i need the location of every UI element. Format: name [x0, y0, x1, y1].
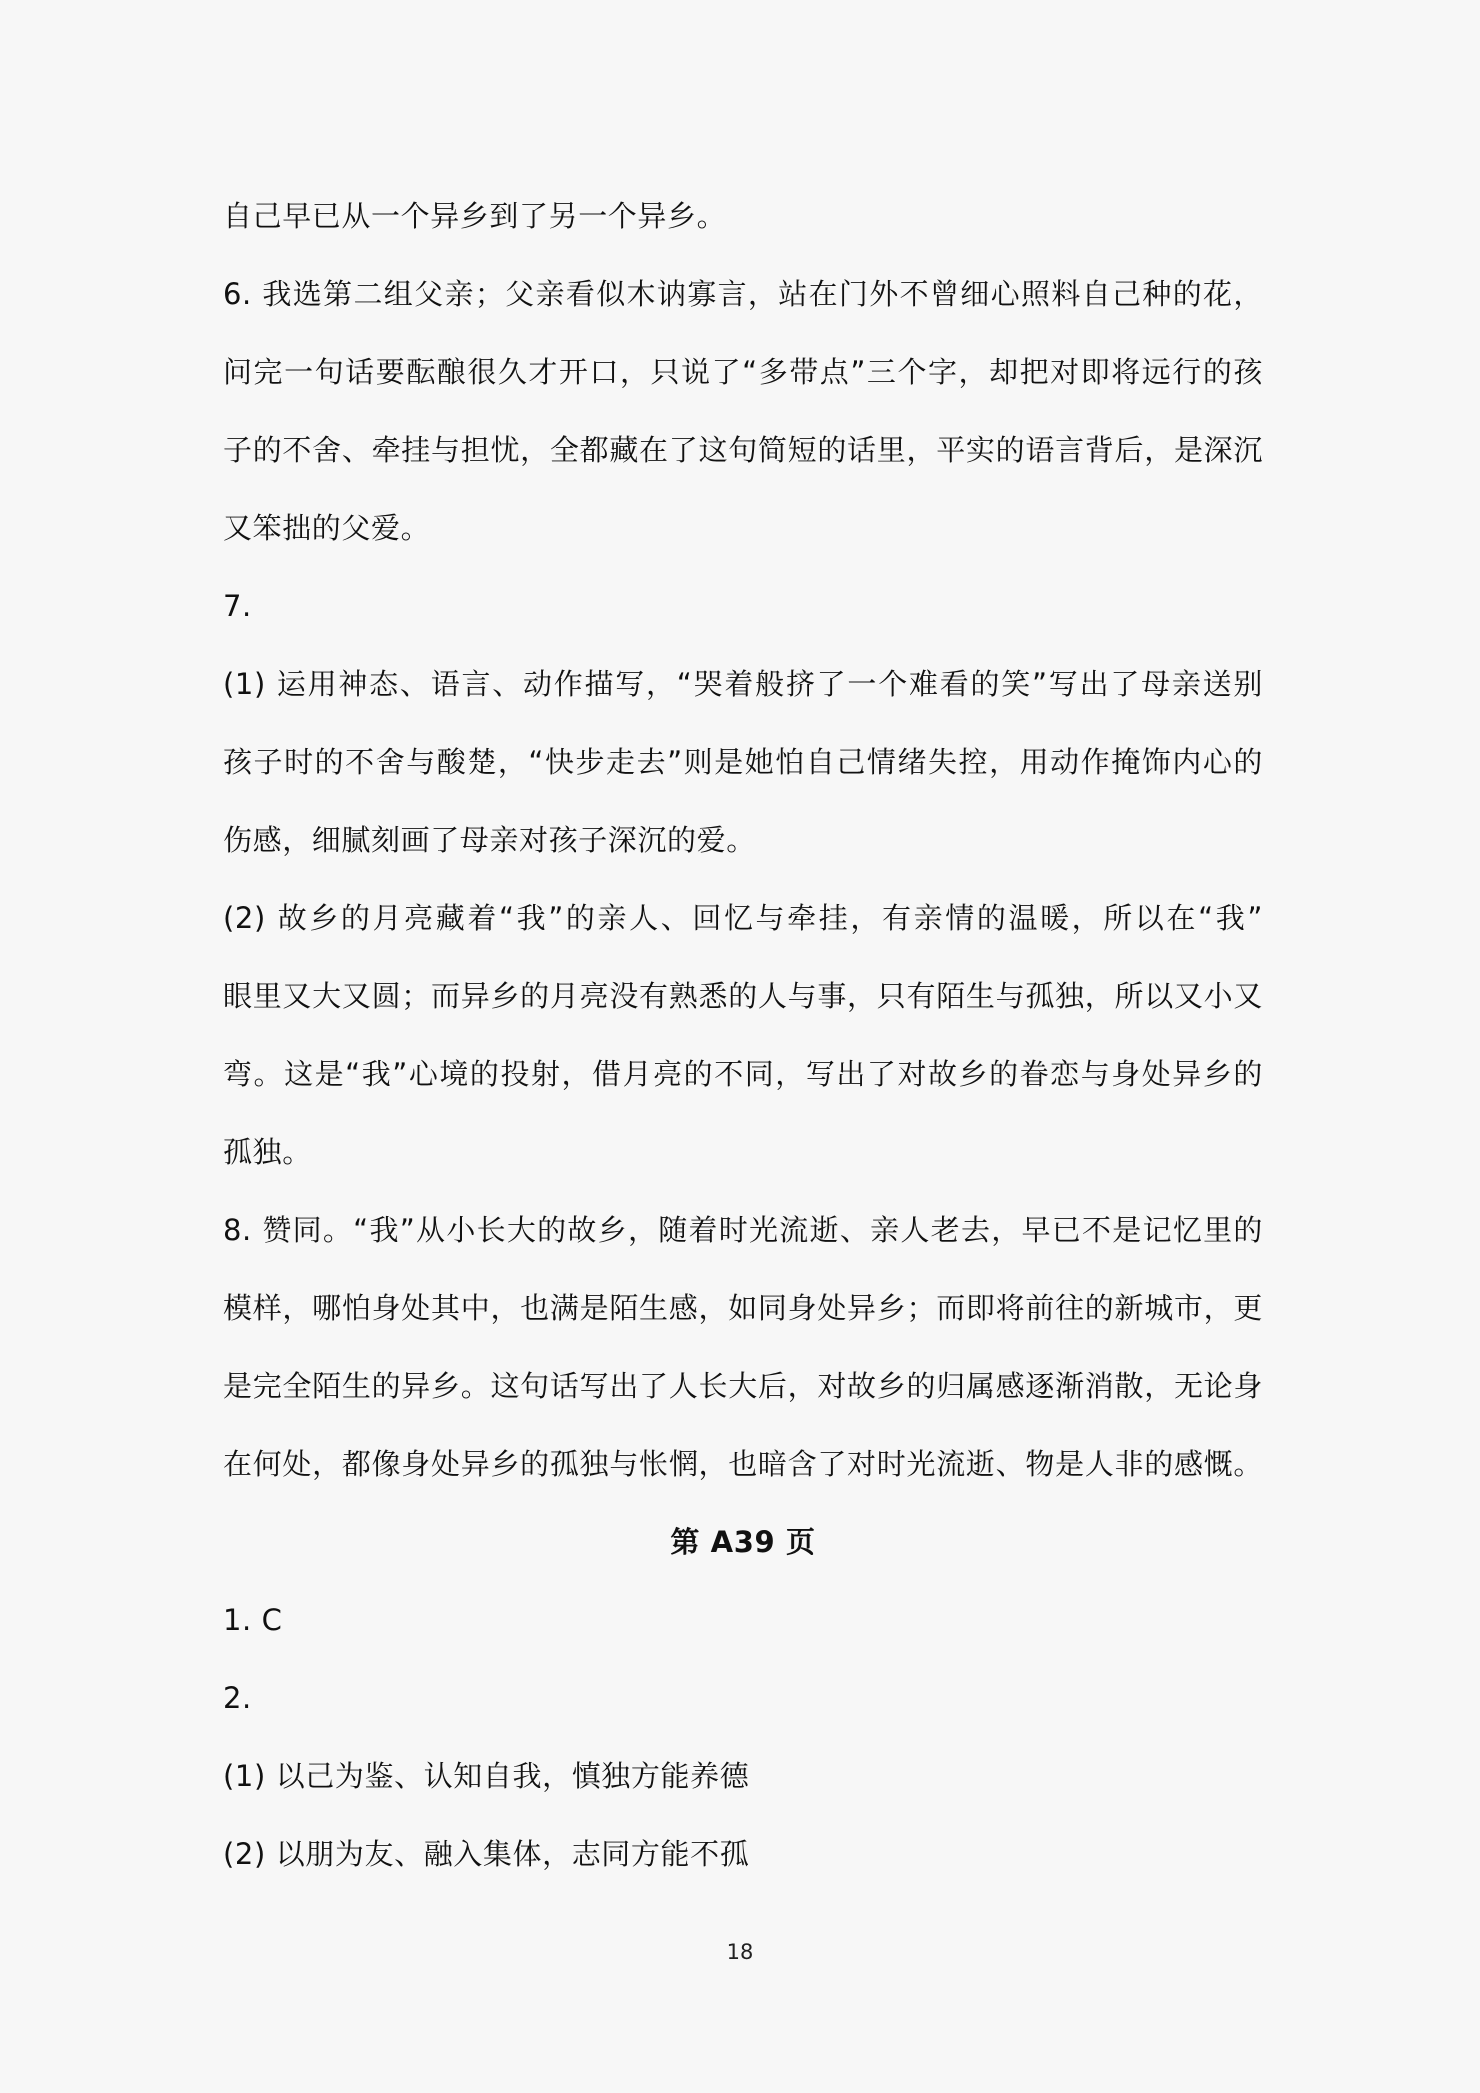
section-heading: 第 A39 页: [670, 1525, 816, 1559]
answer-6-line-2: 问完一句话要酝酿很久才开口，只说了“多带点”三个字，却把对即将远行的孩: [223, 355, 1263, 389]
answer-2-number: 2.: [223, 1681, 252, 1715]
answer-7-2-line-4: 孤独。: [223, 1135, 312, 1169]
answer-7-1-line-1: (1) 运用神态、语言、动作描写，“哭着般挤了一个难看的笑”写出了母亲送别: [223, 667, 1263, 701]
answer-2-1: (1) 以己为鉴、认知自我，慎独方能养德: [223, 1759, 750, 1793]
answer-2-2: (2) 以朋为友、融入集体，志同方能不孤: [223, 1837, 750, 1871]
answer-7-number: 7.: [223, 589, 252, 623]
answer-7-1-line-2: 孩子时的不舍与酸楚，“快步走去”则是她怕自己情绪失控，用动作掩饰内心的: [223, 745, 1263, 779]
answer-6-line-4: 又笨拙的父爱。: [223, 511, 431, 545]
answer-8-line-3: 是完全陌生的异乡。这句话写出了人长大后，对故乡的归属感逐渐消散，无论身: [223, 1369, 1263, 1403]
answer-7-2-line-1: (2) 故乡的月亮藏着“我”的亲人、回忆与牵挂，有亲情的温暖，所以在“我”: [223, 901, 1263, 935]
answer-7-1-line-3: 伤感，细腻刻画了母亲对孩子深沉的爱。: [223, 823, 756, 857]
answer-6-line-1: 6. 我选第二组父亲；父亲看似木讷寡言，站在门外不曾细心照料自己种的花，: [223, 277, 1263, 311]
answer-1: 1. C: [223, 1603, 283, 1637]
text-line-continuation: 自己早已从一个异乡到了另一个异乡。: [223, 199, 727, 233]
page-number: 18: [726, 1940, 754, 1964]
document-body: [223, 184, 1263, 1900]
answer-8-line-4: 在何处，都像身处异乡的孤独与怅惘，也暗含了对时光流逝、物是人非的感慨。: [223, 1447, 1263, 1481]
answer-8-line-2: 模样，哪怕身处其中，也满是陌生感，如同身处异乡；而即将前往的新城市，更: [223, 1291, 1263, 1325]
answer-8-line-1: 8. 赞同。“我”从小长大的故乡，随着时光流逝、亲人老去，早已不是记忆里的: [223, 1213, 1263, 1247]
answer-7-2-line-2: 眼里又大又圆；而异乡的月亮没有熟悉的人与事，只有陌生与孤独，所以又小又: [223, 979, 1263, 1013]
answer-7-2-line-3: 弯。这是“我”心境的投射，借月亮的不同，写出了对故乡的眷恋与身处异乡的: [223, 1057, 1263, 1091]
answer-6-line-3: 子的不舍、牵挂与担忧，全都藏在了这句简短的话里，平实的语言背后，是深沉: [223, 433, 1263, 467]
